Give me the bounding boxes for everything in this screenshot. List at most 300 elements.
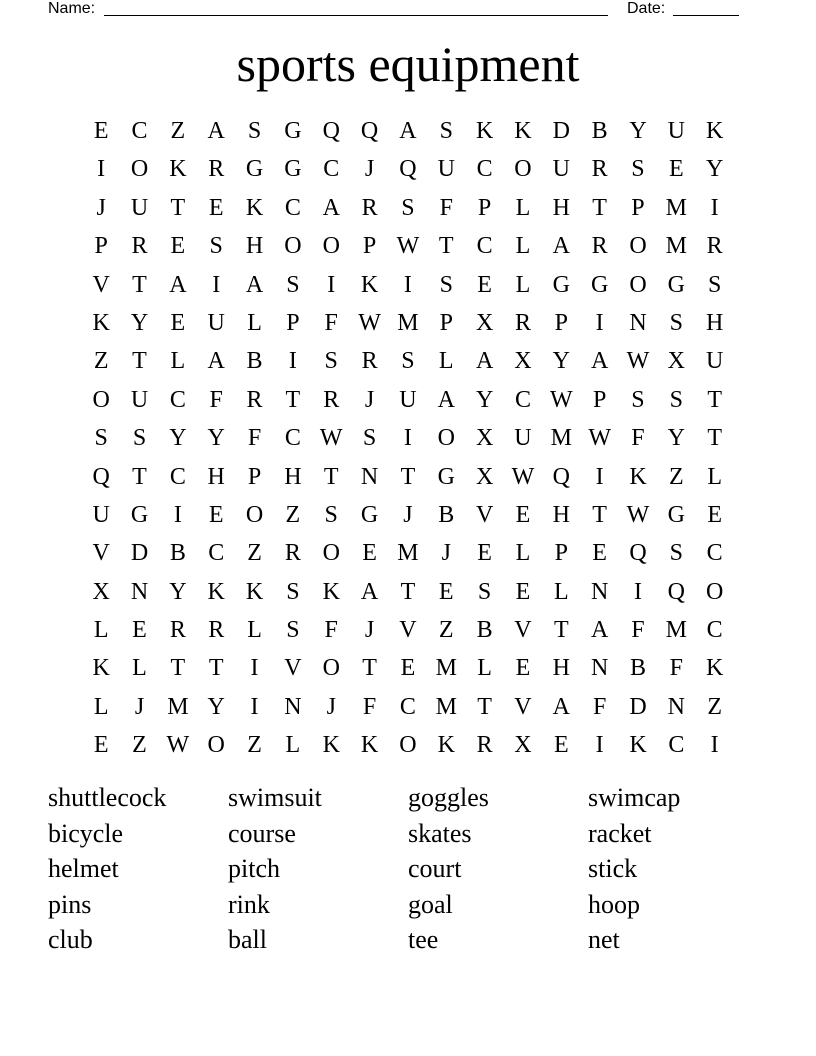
grid-letter[interactable]: G bbox=[360, 501, 379, 528]
date-blank-line[interactable] bbox=[673, 15, 739, 16]
grid-letter[interactable]: L bbox=[247, 309, 262, 336]
grid-letter[interactable]: U bbox=[130, 386, 149, 413]
grid-letter[interactable]: S bbox=[401, 348, 415, 375]
grid-letter[interactable]: K bbox=[92, 655, 110, 682]
grid-letter[interactable]: F bbox=[209, 386, 223, 413]
grid-row bbox=[82, 688, 734, 726]
grid-letter[interactable]: R bbox=[246, 386, 263, 413]
grid-letter[interactable]: M bbox=[665, 194, 687, 221]
grid-letter[interactable]: L bbox=[553, 578, 569, 605]
grid-letter[interactable]: R bbox=[514, 309, 531, 336]
grid-letter[interactable]: L bbox=[93, 617, 109, 644]
grid-letter[interactable]: T bbox=[208, 655, 224, 682]
grid-letter[interactable]: S bbox=[401, 194, 415, 221]
grid-letter[interactable]: I bbox=[288, 348, 297, 375]
grid-letter[interactable]: S bbox=[631, 386, 645, 413]
grid-letter[interactable]: E bbox=[93, 732, 109, 759]
grid-letter[interactable]: C bbox=[323, 156, 340, 183]
grid-letter[interactable]: K bbox=[706, 655, 724, 682]
grid-letter[interactable]: R bbox=[284, 540, 301, 567]
grid-letter[interactable]: M bbox=[435, 693, 457, 720]
grid-letter[interactable]: T bbox=[438, 233, 454, 260]
grid-letter[interactable]: W bbox=[549, 386, 573, 413]
grid-letter[interactable]: E bbox=[515, 655, 531, 682]
grid-letter[interactable]: L bbox=[132, 655, 147, 682]
grid-letter[interactable]: K bbox=[629, 732, 647, 759]
grid-letter[interactable]: R bbox=[706, 233, 723, 260]
grid-letter[interactable]: E bbox=[515, 501, 531, 528]
grid-letter[interactable]: C bbox=[208, 540, 225, 567]
grid-letter[interactable]: C bbox=[131, 118, 148, 144]
grid-letter[interactable]: Z bbox=[438, 617, 454, 644]
grid-letter[interactable]: N bbox=[284, 693, 302, 720]
word-list-item: ball bbox=[228, 925, 267, 954]
grid-letter[interactable]: N bbox=[590, 655, 609, 682]
grid-letter[interactable]: M bbox=[167, 693, 189, 720]
grid-letter[interactable]: L bbox=[93, 693, 109, 720]
grid-letter[interactable]: A bbox=[590, 617, 609, 644]
grid-letter[interactable]: A bbox=[590, 348, 609, 375]
grid-letter[interactable]: G bbox=[667, 271, 685, 298]
grid-letter[interactable]: M bbox=[665, 233, 687, 260]
grid-letter[interactable]: K bbox=[360, 732, 379, 759]
grid-letter[interactable]: L bbox=[707, 463, 722, 490]
grid-letter[interactable]: L bbox=[247, 617, 262, 644]
word-list-item: tee bbox=[408, 925, 439, 954]
grid-letter[interactable]: C bbox=[169, 386, 186, 413]
grid-letter[interactable]: N bbox=[629, 309, 647, 336]
grid-letter[interactable]: T bbox=[592, 194, 607, 221]
grid-letter[interactable]: C bbox=[514, 386, 531, 413]
grid-letter[interactable]: B bbox=[246, 348, 263, 375]
grid-letter[interactable]: K bbox=[706, 118, 724, 144]
grid-letter[interactable]: I bbox=[327, 271, 336, 298]
grid-letter[interactable]: K bbox=[245, 578, 264, 605]
grid-letter[interactable]: G bbox=[284, 156, 302, 183]
grid-letter[interactable]: O bbox=[284, 233, 302, 260]
grid-letter[interactable]: I bbox=[212, 271, 221, 298]
grid-letter[interactable]: S bbox=[362, 425, 377, 452]
word-list-item: pitch bbox=[228, 854, 280, 883]
grid-letter[interactable]: Y bbox=[169, 578, 187, 605]
grid-letter[interactable]: E bbox=[170, 233, 186, 260]
grid-letter[interactable]: F bbox=[439, 194, 453, 221]
grid-letter[interactable]: G bbox=[590, 271, 609, 298]
grid-letter[interactable]: Q bbox=[322, 118, 340, 144]
grid-letter[interactable]: O bbox=[514, 156, 532, 183]
grid-letter[interactable]: M bbox=[397, 309, 419, 336]
grid-letter[interactable]: A bbox=[207, 118, 225, 144]
grid-letter[interactable]: O bbox=[437, 425, 455, 452]
grid-letter[interactable]: U bbox=[437, 156, 455, 183]
grid-letter[interactable]: B bbox=[438, 501, 455, 528]
grid-letter[interactable]: S bbox=[324, 501, 338, 528]
grid-letter[interactable]: J bbox=[326, 693, 336, 720]
grid-letter[interactable]: E bbox=[515, 578, 531, 605]
grid-letter[interactable]: Z bbox=[93, 348, 109, 375]
grid-letter[interactable]: O bbox=[629, 271, 647, 298]
grid-letter[interactable]: S bbox=[631, 156, 645, 183]
grid-letter[interactable]: E bbox=[438, 578, 454, 605]
grid-letter[interactable]: K bbox=[92, 309, 110, 336]
grid-letter[interactable]: O bbox=[130, 156, 149, 183]
grid-letter[interactable]: Y bbox=[475, 386, 494, 413]
grid-letter[interactable]: K bbox=[360, 271, 379, 298]
grid-letter[interactable]: E bbox=[362, 540, 377, 567]
grid-letter[interactable]: K bbox=[629, 463, 647, 490]
grid-letter[interactable]: Q bbox=[629, 540, 647, 567]
grid-letter[interactable]: F bbox=[362, 693, 377, 720]
grid-letter[interactable]: Y bbox=[706, 156, 724, 183]
grid-letter[interactable]: O bbox=[245, 501, 264, 528]
grid-letter[interactable]: O bbox=[322, 540, 340, 567]
grid-letter[interactable]: A bbox=[245, 271, 264, 298]
grid-letter[interactable]: T bbox=[592, 501, 607, 528]
grid-letter[interactable]: B bbox=[591, 118, 608, 144]
grid-letter[interactable]: M bbox=[435, 655, 457, 682]
grid-letter[interactable]: K bbox=[514, 118, 532, 144]
grid-letter[interactable]: Y bbox=[169, 425, 187, 452]
grid-letter[interactable]: T bbox=[132, 463, 147, 490]
grid-letter[interactable]: T bbox=[707, 425, 722, 452]
grid-letter[interactable]: C bbox=[706, 617, 723, 644]
grid-letter[interactable]: J bbox=[134, 693, 145, 720]
grid-letter[interactable]: N bbox=[130, 578, 149, 605]
grid-letter[interactable]: R bbox=[169, 617, 186, 644]
grid-letter[interactable]: C bbox=[399, 693, 416, 720]
grid-letter[interactable]: C bbox=[668, 732, 685, 759]
grid-letter[interactable]: S bbox=[669, 309, 683, 336]
grid-letter[interactable]: J bbox=[403, 501, 413, 528]
grid-letter[interactable]: H bbox=[552, 655, 570, 682]
grid-letter[interactable]: I bbox=[710, 194, 719, 221]
grid-letter[interactable]: H bbox=[284, 463, 302, 490]
grid-letter[interactable]: U bbox=[207, 309, 225, 336]
grid-letter[interactable]: Z bbox=[285, 501, 301, 528]
grid-letter[interactable]: E bbox=[592, 540, 607, 567]
grid-letter[interactable]: T bbox=[170, 194, 186, 221]
grid-letter[interactable]: R bbox=[208, 156, 225, 183]
grid-letter[interactable]: U bbox=[514, 425, 532, 452]
grid-letter[interactable]: H bbox=[207, 463, 225, 490]
grid-letter[interactable]: N bbox=[360, 463, 379, 490]
grid-letter[interactable]: G bbox=[667, 501, 685, 528]
grid-letter[interactable]: R bbox=[361, 348, 378, 375]
grid-letter[interactable]: Q bbox=[552, 463, 570, 490]
grid-letter[interactable]: R bbox=[476, 732, 493, 759]
grid-letter[interactable]: T bbox=[323, 463, 339, 490]
grid-letter[interactable]: I bbox=[595, 463, 604, 490]
grid-letter[interactable]: U bbox=[130, 194, 149, 221]
grid-letter[interactable]: E bbox=[170, 309, 186, 336]
grid-letter[interactable]: F bbox=[592, 693, 607, 720]
grid-letter[interactable]: X bbox=[92, 578, 110, 605]
grid-letter[interactable]: Z bbox=[170, 118, 186, 144]
word-list-item: rink bbox=[228, 889, 270, 919]
grid-letter[interactable]: A bbox=[475, 348, 494, 375]
grid-letter[interactable]: J bbox=[96, 194, 106, 221]
grid-letter[interactable]: Y bbox=[667, 425, 685, 452]
grid-letter[interactable]: S bbox=[439, 118, 453, 144]
grid-letter[interactable]: L bbox=[515, 540, 531, 567]
grid-letter[interactable]: K bbox=[322, 578, 340, 605]
grid-letter[interactable]: E bbox=[208, 501, 224, 528]
grid-letter[interactable]: U bbox=[552, 156, 570, 183]
grid-letter[interactable]: I bbox=[250, 655, 259, 682]
grid-letter[interactable]: S bbox=[286, 578, 300, 605]
grid-letter[interactable]: M bbox=[397, 540, 419, 567]
grid-letter[interactable]: G bbox=[130, 501, 149, 528]
grid-letter[interactable]: Y bbox=[207, 425, 225, 452]
grid-letter[interactable]: O bbox=[629, 233, 647, 260]
grid-letter[interactable]: W bbox=[511, 463, 535, 490]
grid-letter[interactable]: O bbox=[92, 386, 110, 413]
grid-letter[interactable]: E bbox=[132, 617, 147, 644]
grid-letter[interactable]: P bbox=[362, 233, 377, 260]
grid-letter[interactable]: V bbox=[475, 501, 494, 528]
grid-letter[interactable]: E bbox=[477, 271, 492, 298]
grid-letter[interactable]: C bbox=[706, 540, 723, 567]
grid-letter[interactable]: G bbox=[552, 271, 570, 298]
grid-letter[interactable]: L bbox=[515, 194, 531, 221]
grid-letter[interactable]: F bbox=[631, 617, 645, 644]
grid-letter[interactable]: T bbox=[132, 271, 147, 298]
grid-letter[interactable]: C bbox=[476, 156, 493, 183]
grid-letter[interactable]: H bbox=[552, 194, 570, 221]
grid-letter[interactable]: S bbox=[209, 233, 223, 260]
grid-letter[interactable]: S bbox=[286, 271, 300, 298]
grid-letter[interactable]: F bbox=[247, 425, 262, 452]
grid-letter[interactable]: P bbox=[554, 540, 568, 567]
grid-letter[interactable]: W bbox=[396, 233, 420, 260]
grid-letter[interactable]: T bbox=[170, 655, 186, 682]
grid-letter[interactable]: L bbox=[170, 348, 186, 375]
grid-letter[interactable]: G bbox=[245, 156, 264, 183]
grid-letter[interactable]: T bbox=[285, 386, 301, 413]
grid-letter[interactable]: E bbox=[707, 501, 722, 528]
grid-letter[interactable]: A bbox=[552, 693, 570, 720]
grid-row bbox=[82, 266, 734, 304]
grid-letter[interactable]: H bbox=[552, 501, 570, 528]
grid-letter[interactable]: I bbox=[633, 578, 642, 605]
grid-letter[interactable]: W bbox=[358, 309, 381, 336]
grid-letter[interactable]: T bbox=[400, 578, 416, 605]
grid-letter[interactable]: Y bbox=[629, 118, 647, 144]
grid-letter[interactable]: G bbox=[284, 118, 302, 144]
grid-letter[interactable]: V bbox=[284, 655, 302, 682]
grid-letter[interactable]: J bbox=[364, 386, 375, 413]
grid-letter[interactable]: K bbox=[437, 732, 455, 759]
grid-letter[interactable]: L bbox=[438, 348, 454, 375]
grid-letter[interactable]: E bbox=[208, 194, 224, 221]
grid-letter[interactable]: V bbox=[399, 617, 417, 644]
grid-letter[interactable]: T bbox=[477, 693, 492, 720]
grid-letter[interactable]: D bbox=[130, 540, 149, 567]
grid-letter[interactable]: A bbox=[169, 271, 187, 298]
grid-letter[interactable]: W bbox=[588, 425, 611, 452]
grid-letter[interactable]: I bbox=[710, 732, 719, 759]
grid-letter[interactable]: I bbox=[595, 309, 604, 336]
grid-letter[interactable]: I bbox=[97, 156, 106, 183]
grid-letter[interactable]: P bbox=[94, 233, 108, 260]
grid-letter[interactable]: O bbox=[207, 732, 225, 759]
grid-letter[interactable]: A bbox=[360, 578, 379, 605]
grid-letter[interactable]: K bbox=[245, 194, 264, 221]
grid-letter[interactable]: T bbox=[707, 386, 722, 413]
grid-letter[interactable]: B bbox=[629, 655, 646, 682]
grid-letter[interactable]: W bbox=[626, 501, 650, 528]
grid-letter[interactable]: U bbox=[399, 386, 417, 413]
grid-letter[interactable]: B bbox=[476, 617, 493, 644]
grid-letter[interactable]: Q bbox=[92, 463, 110, 490]
grid-letter[interactable]: O bbox=[706, 578, 724, 605]
grid-letter[interactable]: P bbox=[247, 463, 262, 490]
grid-letter[interactable]: I bbox=[173, 501, 182, 528]
grid-letter[interactable]: V bbox=[92, 271, 110, 298]
grid-letter[interactable]: F bbox=[324, 617, 338, 644]
grid-letter[interactable]: E bbox=[553, 732, 569, 759]
grid-letter[interactable]: X bbox=[475, 463, 494, 490]
grid-letter[interactable]: F bbox=[669, 655, 683, 682]
grid-letter[interactable]: M bbox=[665, 617, 687, 644]
grid-letter[interactable]: R bbox=[591, 233, 608, 260]
grid-letter[interactable]: P bbox=[439, 309, 453, 336]
grid-letter[interactable]: S bbox=[477, 578, 492, 605]
grid-letter[interactable]: K bbox=[475, 118, 494, 144]
grid-letter[interactable]: Y bbox=[130, 309, 149, 336]
grid-letter[interactable]: W bbox=[166, 732, 190, 759]
grid-letter[interactable]: S bbox=[286, 617, 300, 644]
grid-letter[interactable]: U bbox=[92, 501, 110, 528]
grid-letter[interactable]: N bbox=[667, 693, 685, 720]
grid-letter[interactable]: U bbox=[706, 348, 724, 375]
grid-letter[interactable]: P bbox=[554, 309, 568, 336]
grid-letter[interactable]: O bbox=[399, 732, 417, 759]
grid-letter[interactable]: D bbox=[552, 118, 570, 144]
grid-letter[interactable]: R bbox=[131, 233, 148, 260]
grid-letter[interactable]: P bbox=[477, 194, 492, 221]
grid-letter[interactable]: O bbox=[322, 655, 340, 682]
grid-letter[interactable]: W bbox=[319, 425, 343, 452]
name-blank-line[interactable] bbox=[104, 15, 608, 16]
grid-letter[interactable]: R bbox=[591, 156, 608, 183]
grid-letter[interactable]: L bbox=[515, 271, 531, 298]
grid-letter[interactable]: J bbox=[441, 540, 451, 567]
grid-letter[interactable]: S bbox=[247, 118, 262, 144]
name-label: Name: bbox=[48, 0, 96, 17]
grid-letter[interactable]: W bbox=[626, 348, 650, 375]
grid-letter[interactable]: I bbox=[250, 693, 259, 720]
grid-letter[interactable]: E bbox=[668, 156, 684, 183]
grid-letter[interactable]: V bbox=[514, 693, 532, 720]
grid-letter[interactable]: I bbox=[403, 271, 412, 298]
grid-letter[interactable]: I bbox=[403, 425, 412, 452]
grid-letter[interactable]: T bbox=[553, 617, 569, 644]
grid-letter[interactable]: E bbox=[400, 655, 416, 682]
grid-letter[interactable]: E bbox=[93, 118, 109, 144]
grid-letter[interactable]: P bbox=[631, 194, 645, 221]
grid-letter[interactable]: R bbox=[208, 617, 225, 644]
grid-letter[interactable]: S bbox=[132, 425, 147, 452]
grid-letter[interactable]: Z bbox=[707, 693, 722, 720]
grid-letter[interactable]: H bbox=[245, 233, 264, 260]
grid-letter[interactable]: A bbox=[207, 348, 225, 375]
grid-letter[interactable]: K bbox=[207, 578, 225, 605]
grid-letter[interactable]: S bbox=[707, 271, 722, 298]
grid-letter[interactable]: X bbox=[667, 348, 685, 375]
grid-letter[interactable]: S bbox=[669, 540, 683, 567]
grid-letter[interactable]: X bbox=[514, 732, 532, 759]
grid-letter[interactable]: A bbox=[322, 194, 340, 221]
grid-letter[interactable]: R bbox=[323, 386, 340, 413]
grid-letter[interactable]: A bbox=[399, 118, 417, 144]
grid-letter[interactable]: S bbox=[94, 425, 108, 452]
grid-letter[interactable]: Z bbox=[247, 732, 262, 759]
grid-letter[interactable]: P bbox=[286, 309, 300, 336]
grid-letter[interactable]: Y bbox=[207, 693, 225, 720]
grid-letter[interactable]: K bbox=[322, 732, 340, 759]
grid-letter[interactable]: Q bbox=[667, 578, 685, 605]
grid-letter[interactable]: J bbox=[364, 617, 375, 644]
grid-letter[interactable]: N bbox=[590, 578, 609, 605]
grid-letter[interactable]: X bbox=[475, 425, 494, 452]
grid-letter[interactable]: Z bbox=[132, 732, 147, 759]
grid-letter[interactable]: P bbox=[592, 386, 607, 413]
grid-letter[interactable]: Z bbox=[247, 540, 262, 567]
grid-letter[interactable]: S bbox=[324, 348, 338, 375]
grid-letter[interactable]: B bbox=[169, 540, 186, 567]
grid-letter[interactable]: F bbox=[324, 309, 338, 336]
grid-letter[interactable]: E bbox=[477, 540, 492, 567]
grid-letter[interactable]: J bbox=[364, 156, 375, 183]
grid-letter[interactable]: Q bbox=[399, 156, 417, 183]
grid-letter[interactable]: Q bbox=[360, 118, 379, 144]
grid-row bbox=[82, 573, 734, 611]
grid-letter[interactable]: L bbox=[515, 233, 531, 260]
grid-letter[interactable]: G bbox=[437, 463, 455, 490]
grid-letter[interactable]: R bbox=[361, 194, 378, 221]
grid-letter[interactable]: C bbox=[284, 194, 301, 221]
grid-letter[interactable]: X bbox=[514, 348, 532, 375]
grid-letter[interactable]: Y bbox=[552, 348, 570, 375]
grid-letter[interactable]: V bbox=[514, 617, 532, 644]
grid-letter[interactable]: L bbox=[285, 732, 301, 759]
grid-letter[interactable]: C bbox=[284, 425, 301, 452]
grid-letter[interactable]: S bbox=[669, 386, 683, 413]
grid-letter[interactable]: T bbox=[132, 348, 147, 375]
grid-row bbox=[82, 534, 734, 572]
grid-letter[interactable]: K bbox=[169, 156, 187, 183]
grid-letter[interactable]: D bbox=[629, 693, 647, 720]
grid-letter[interactable]: C bbox=[476, 233, 493, 260]
grid-letter[interactable]: A bbox=[437, 386, 455, 413]
grid-letter[interactable]: S bbox=[439, 271, 453, 298]
grid-letter[interactable]: H bbox=[706, 309, 724, 336]
grid-letter[interactable]: I bbox=[595, 732, 604, 759]
grid-letter[interactable]: M bbox=[550, 425, 572, 452]
grid-letter[interactable]: F bbox=[631, 425, 645, 452]
grid-letter[interactable]: V bbox=[92, 540, 110, 567]
grid-letter[interactable]: T bbox=[362, 655, 377, 682]
grid-letter[interactable]: U bbox=[667, 118, 685, 144]
grid-letter[interactable]: O bbox=[322, 233, 340, 260]
grid-letter[interactable]: X bbox=[475, 309, 494, 336]
grid-letter[interactable]: C bbox=[169, 463, 186, 490]
grid-letter[interactable]: Z bbox=[668, 463, 684, 490]
grid-letter[interactable]: T bbox=[400, 463, 416, 490]
grid-letter[interactable]: L bbox=[477, 655, 492, 682]
grid-letter[interactable]: A bbox=[552, 233, 570, 260]
